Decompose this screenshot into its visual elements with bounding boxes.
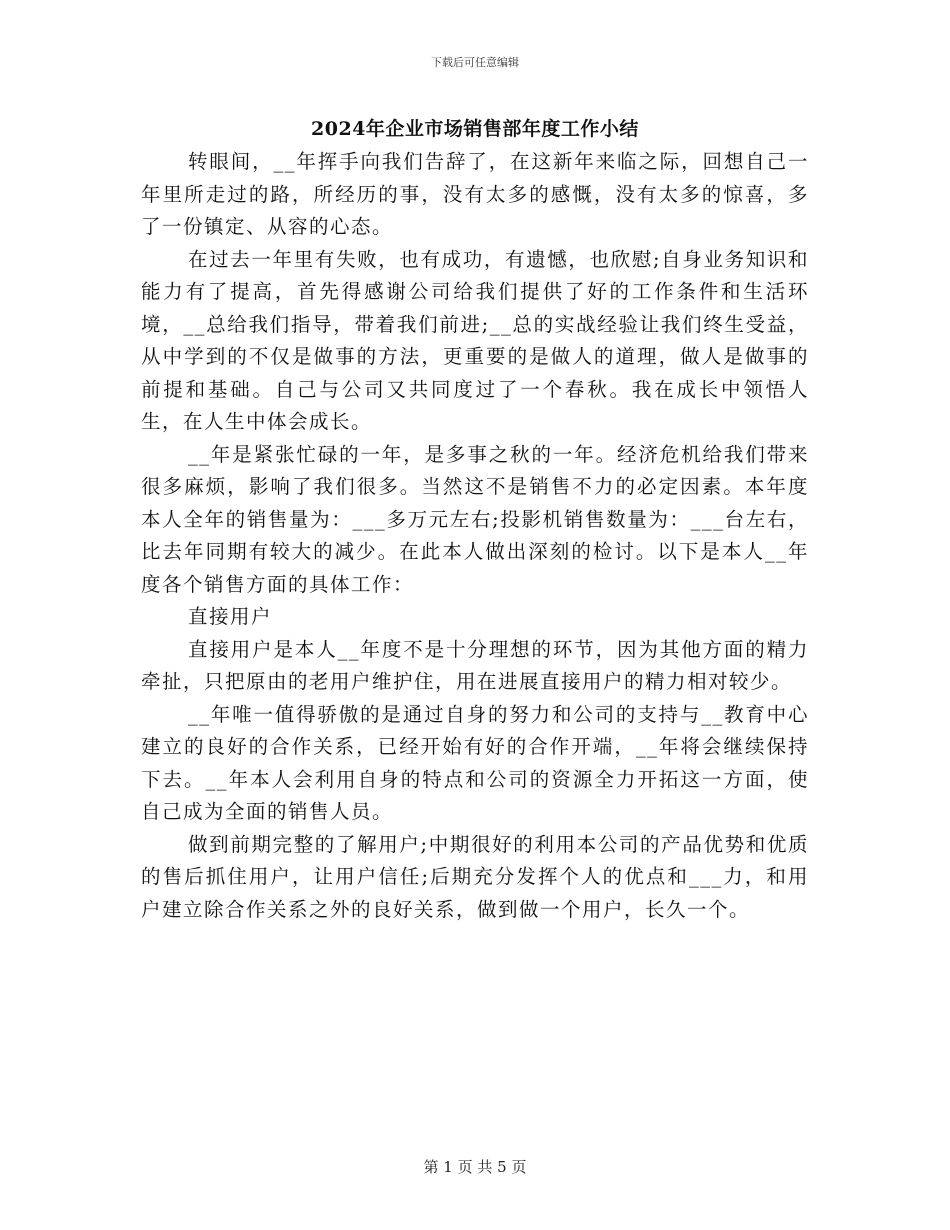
- document-title: 2024年企业市场销售部年度工作小结: [311, 118, 639, 140]
- document-body: [141, 146, 809, 926]
- page-number: 第 1 页 共 5 页: [423, 1158, 527, 1176]
- paragraph-customer-strategy: 做到前期完整的了解用户;中期很好的利用本公司的产品优势和优质的售后抓住用户，让用户信任;后期充分发挥个人的优点和___力，和用户建立除合作关系之外的良好关系，做到做一个用户，长久一个。: [141, 832, 809, 921]
- section-heading-direct-users: 直接用户: [188, 605, 273, 628]
- paragraph-direct-users: 直接用户是本人__年度不是十分理想的环节，因为其他方面的精力牵扯，只把原由的老用户维护住，用在进展直接用户的精力相对较少。: [141, 637, 809, 693]
- paragraph-partnership: __年唯一值得骄傲的是通过自身的努力和公司的支持与__教育中心建立的良好的合作关系，已经开始有好的合作开端，__年将会继续保持下去。__年本人会利用自身的特点和公司的资源全力开拓这一方面，使自己成为全面的销售人员。: [141, 702, 809, 823]
- paragraph-sales-summary: __年是紧张忙碌的一年，是多事之秋的一年。经济危机给我们带来很多麻烦，影响了我们很多。当然这不是销售不力的必定因素。本年度本人全年的销售量为：___多万元左右;投影机销售数量为：___台左右，比去年同期有较大的减少。在此本人做出深刻的检讨。以下是本人__年度各个销售方面的具体工作：: [141, 442, 809, 596]
- paragraph-intro: 转眼间，__年挥手向我们告辞了，在这新年来临之际，回想自己一年里所走过的路，所经历的事，没有太多的感慨，没有太多的惊喜，多了一份镇定、从容的心态。: [141, 150, 809, 238]
- header-note: 下载后可任意编辑: [431, 56, 519, 69]
- paragraph-review: 在过去一年里有失败，也有成功，有遗憾，也欣慰;自身业务知识和能力有了提高，首先得感谢公司给我们提供了好的工作条件和生活环境，__总给我们指导，带着我们前进;__总的实战经验让我们终生受益，从中学到的不仅是做事的方法，更重要的是做人的道理，做人是做事的前提和基础。自己与公司又共同度过了一个春秋。我在成长中领悟人生，在人生中体会成长。: [141, 247, 809, 433]
